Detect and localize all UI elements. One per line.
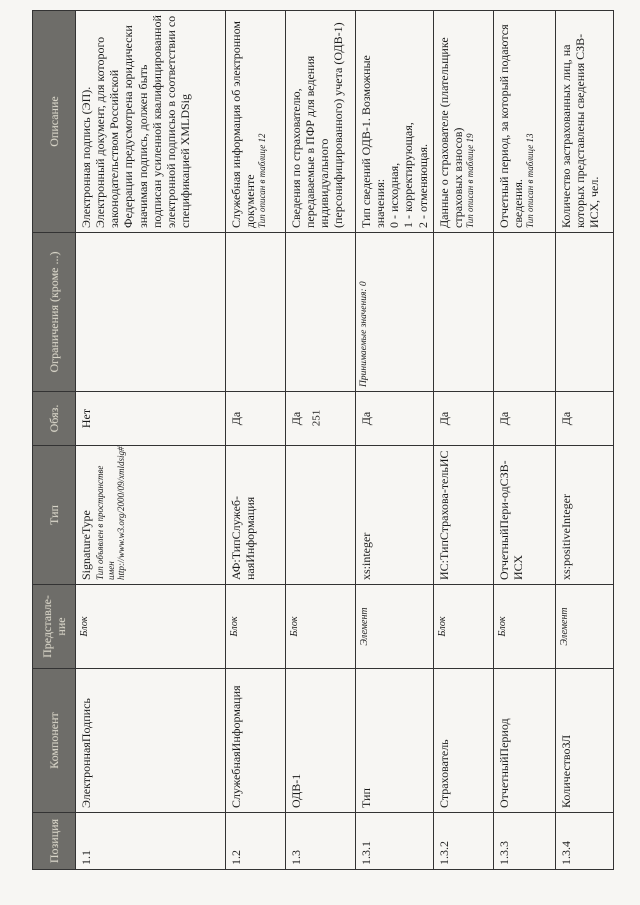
cell-type <box>286 446 356 585</box>
cell-restriction <box>493 233 555 392</box>
cell-description <box>226 11 286 233</box>
cell-restriction <box>286 233 356 392</box>
description-note: Тип описан в таблице 13 <box>525 133 536 228</box>
description-value-line: 2 - отменяющая. <box>415 144 430 228</box>
cell-component: КоличествоЗЛ <box>555 669 613 813</box>
description-text: Отчетный период, за который подаются сведения. <box>496 24 525 228</box>
cell-restriction <box>433 233 493 392</box>
cell-feature: Блок <box>76 585 226 669</box>
description-text: Электронная подпись (ЭП). Электронный документ, для которого законодательством Российской Федерации предусмотрена юридически значимая подпись, должен быть подписан усиленной квалифицированной электронной подписью в соответствии со спецификацией XMLDSig <box>79 15 193 228</box>
cell-type <box>76 446 226 585</box>
cell-component: СлужебнаяИнформация <box>226 669 286 813</box>
cell-position: 1.3.4 <box>555 813 613 870</box>
cell-required: Да <box>555 392 613 446</box>
cell-feature: Блок <box>493 585 555 669</box>
table-row <box>433 11 493 870</box>
cell-restriction <box>226 233 286 392</box>
cell-description <box>555 11 613 233</box>
cell-type <box>555 446 613 585</box>
cell-description <box>76 11 226 233</box>
cell-position: 1.3.2 <box>433 813 493 870</box>
cell-required: Да <box>226 392 286 446</box>
cell-component: ОДВ-1 <box>286 669 356 813</box>
table-row <box>493 11 555 870</box>
cell-position: 1.3.1 <box>356 813 434 870</box>
header-restrictions: Ограничения (кроме ...) <box>33 233 76 392</box>
cell-component: ОтчетныйПериод <box>493 669 555 813</box>
cell-feature: Элемент <box>555 585 613 669</box>
cell-type <box>493 446 555 585</box>
cell-component: ЭлектроннаяПодпись <box>76 669 226 813</box>
table-row <box>226 11 286 870</box>
description-note: Тип описан в таблице 19 <box>465 133 476 228</box>
cell-type <box>433 446 493 585</box>
cell-position: 1.1 <box>76 813 226 870</box>
cell-position: 1.2 <box>226 813 286 870</box>
type-name: xs:integer <box>359 532 373 580</box>
cell-description <box>286 11 356 233</box>
cell-description <box>356 11 434 233</box>
description-text: Тип сведений ОДВ-1. Возможные значения: <box>359 55 388 228</box>
cell-required: Нет <box>76 392 226 446</box>
type-name: ИС:ТипСтрахова-тельИС <box>436 450 451 580</box>
type-name: SignatureType <box>79 510 93 580</box>
header-type: Тип <box>33 446 76 585</box>
table-row <box>76 11 226 870</box>
cell-restriction <box>555 233 613 392</box>
cell-restriction <box>76 233 226 392</box>
cell-component: Тип <box>356 669 434 813</box>
table-row <box>356 11 434 870</box>
cell-position: 1.3.3 <box>493 813 555 870</box>
header-description: Описание <box>33 11 76 233</box>
cell-feature: Элемент <box>356 585 434 669</box>
header-feature: Представле-ние <box>33 585 76 669</box>
description-text: Служебная информация об электронном документе <box>229 21 258 228</box>
rotated-table-container <box>32 10 602 870</box>
header-position: Позиция <box>33 813 76 870</box>
schema-table <box>32 10 614 870</box>
page-number: 251 <box>310 409 323 427</box>
description-text: Количество застрахованных лиц, на которых представлены сведения СЗВ-ИСХ, чел. <box>558 33 602 228</box>
table-header-row <box>33 11 76 870</box>
cell-feature: Блок <box>226 585 286 669</box>
description-text: Сведения по страхователю, передаваемые в ПФР для ведения индивидуального (персонифицированного) учета (ОДВ-1) <box>289 22 346 228</box>
type-name: АФ:ТипСлужеб-наяИнформация <box>229 496 258 580</box>
description-text: Данные о страхователе (плательщике страховых взносов) <box>436 37 465 228</box>
cell-component: Страхователь <box>433 669 493 813</box>
cell-description <box>433 11 493 233</box>
table-row <box>555 11 613 870</box>
description-value-line: 0 - исходная, <box>387 162 402 228</box>
cell-required: Да <box>356 392 434 446</box>
description-value-line: 1 - корректирующая, <box>401 122 416 228</box>
table-body <box>76 11 614 870</box>
cell-required: Да <box>433 392 493 446</box>
cell-required: Да <box>493 392 555 446</box>
type-name: xs:positiveInteger <box>558 494 573 580</box>
cell-required: Да <box>286 392 356 446</box>
table-row <box>286 11 356 870</box>
cell-position: 1.3 <box>286 813 356 870</box>
cell-type <box>226 446 286 585</box>
header-required: Обяз. <box>33 392 76 446</box>
description-note: Тип описан в таблице 12 <box>257 133 268 228</box>
cell-restriction: Принимаемые значения: 0 <box>356 233 434 392</box>
type-note: Тип объявлен в пространстве имен http://www.w3.org/2000/09/xmldsig# <box>95 446 127 580</box>
cell-description <box>493 11 555 233</box>
cell-feature: Блок <box>433 585 493 669</box>
cell-feature: Блок <box>286 585 356 669</box>
header-component: Компонент <box>33 669 76 813</box>
type-name: ОтчетныйПери-одСЗВ-ИСХ <box>496 460 525 580</box>
cell-type <box>356 446 434 585</box>
